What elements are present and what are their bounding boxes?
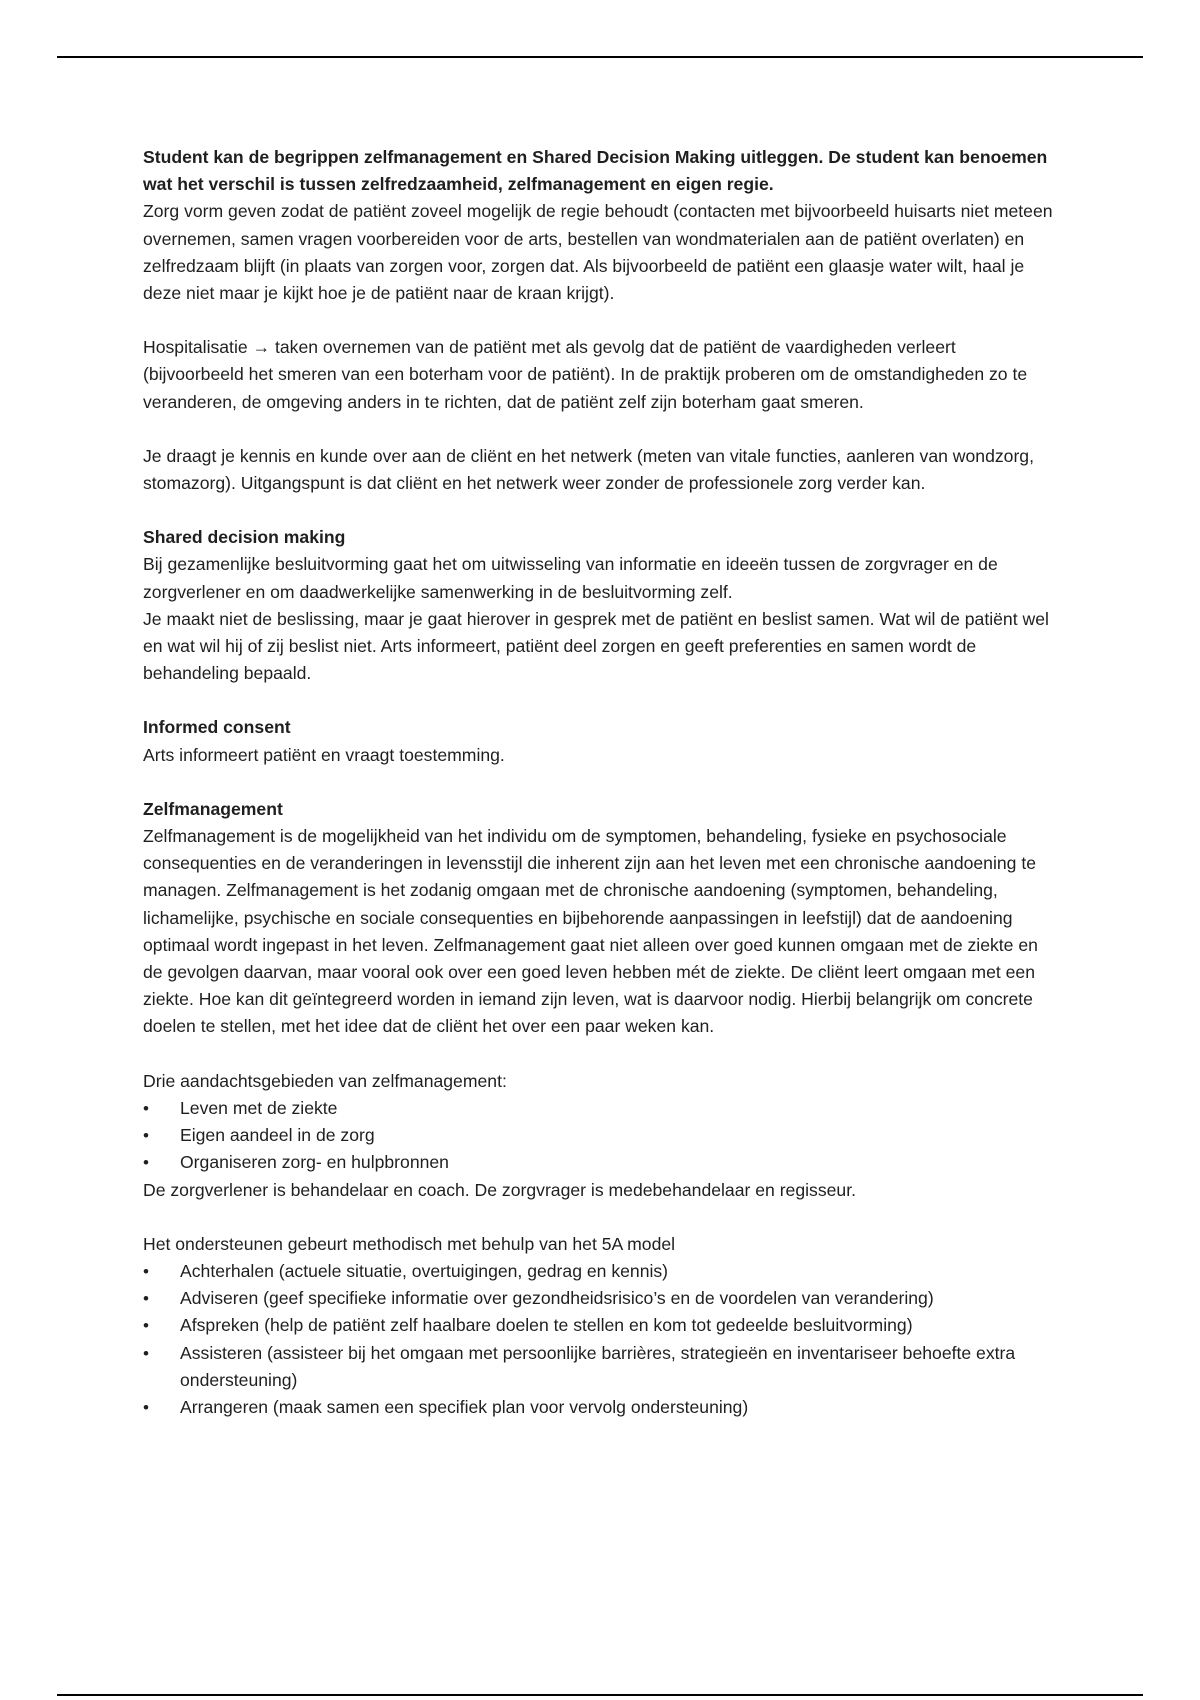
list-item: • Eigen aandeel in de zorg xyxy=(143,1122,1053,1149)
bullet-icon: • xyxy=(143,1153,149,1173)
sdm-paragraph-1: Bij gezamenlijke besluitvorming gaat het om uitwisseling van informatie en ideeën tussen de zorgvrager en de zorgverlener en om daadwerkelijke samenwerking in de besluitvorming zelf. xyxy=(143,554,998,602)
list-item: • Achterhalen (actuele situatie, overtuigingen, gedrag en kennis) xyxy=(143,1258,1053,1285)
bullet-icon: • xyxy=(143,1126,149,1146)
sdm-paragraph-2: Je maakt niet de beslissing, maar je gaat hierover in gesprek met de patiënt en beslist samen. Wat wil de patiënt wel en wat wil hij of zij beslist niet. Arts informeert, patiënt deel zorgen en geeft preferenties en samen wordt de behandeling bepaald. xyxy=(143,608,1049,684)
list-item: • Assisteren (assisteer bij het omgaan met persoonlijke barrières, strategieën en inventariseer behoefte extra ondersteuning) xyxy=(143,1340,1053,1394)
sdm-heading: Shared decision making xyxy=(143,527,346,548)
list-item: • Leven met de ziekte xyxy=(143,1095,1053,1122)
zelfmanagement-paragraph: Zelfmanagement is de mogelijkheid van het individu om de symptomen, behandeling, fysieke en psychosociale consequenties en de veranderingen in levensstijl die inherent zijn aan het leven met een chronische aandoening te managen. Zelfmanagement is het zodanig omgaan met de chronische aandoening (symptomen, behandeling, lichamelijke, psychische en sociale consequenties en bijbehorende aanpassingen in leefstijl) dat de aandoening optimaal wordt ingepast in het leven. Zelfmanagement gaat niet alleen over goed kunnen omgaan met de ziekte en de gevolgen daarvan, maar vooral ook over een goed leven hebben mét de ziekte. De cliënt leert omgaan met een ziekte. Hoe kan dit geïntegreerd worden in iemand zijn leven, wat is daarvoor nodig. Hierbij belangrijk om concrete doelen te stellen, met het idee dat de cliënt het over een paar weken kan. xyxy=(143,826,1038,1037)
bullet-icon: • xyxy=(143,1397,149,1417)
consent-heading: Informed consent xyxy=(143,717,291,738)
bullet-icon: • xyxy=(143,1343,149,1363)
bullet-icon: • xyxy=(143,1316,149,1336)
bullet-icon: • xyxy=(143,1289,149,1309)
model-list xyxy=(143,1258,1053,1421)
bullet-icon: • xyxy=(143,1261,149,1281)
hospitalisatie-paragraph: Hospitalisatie → taken overnemen van de patiënt met als gevolg dat de patiënt de vaardigheden verleert (bijvoorbeeld het smeren van een boterham voor de patiënt). In de praktijk proberen om de omstandigheden zo te veranderen, de omgeving anders in te richten, dat de patiënt zelf zijn boterham gaat smeren. xyxy=(143,337,1028,412)
document-body xyxy=(143,144,1053,1421)
intro-heading: Student kan de begrippen zelfmanagement en Shared Decision Making uitleggen. De student kan benoemen wat het verschil is tussen zelfredzaamheid, zelfmanagement en eigen regie. xyxy=(143,147,1048,195)
top-rule xyxy=(57,56,1143,58)
aandacht-outro: De zorgverlener is behandelaar en coach. De zorgvrager is medebehandelaar en regisseur. xyxy=(143,1179,856,1200)
list-item: • Arrangeren (maak samen een specifiek plan voor vervolg ondersteuning) xyxy=(143,1394,1053,1421)
kennis-paragraph: Je draagt je kennis en kunde over aan de cliënt en het netwerk (meten van vitale functies, aanleren van wondzorg, stomazorg). Uitgangspunt is dat cliënt en het netwerk weer zonder de professionele zorg verder kan. xyxy=(143,445,1034,494)
aandacht-intro: Drie aandachtsgebieden van zelfmanagement: xyxy=(143,1070,507,1091)
list-item: • Adviseren (geef specifieke informatie over gezondheidsrisico’s en de voordelen van verandering) xyxy=(143,1285,1053,1312)
intro-paragraph: Zorg vorm geven zodat de patiënt zoveel mogelijk de regie behoudt (contacten met bijvoorbeeld huisarts niet meteen overnemen, samen vragen voorbereiden voor de arts, bestellen van wondmaterialen aan de patiënt overlaten) en zelfredzaam blijft (in plaats van zorgen voor, zorgen dat. Als bijvoorbeeld de patiënt een glaasje water wilt, haal je deze niet maar je kijkt hoe je de patiënt naar de kraan krijgt). xyxy=(143,201,1053,304)
list-item: • Afspreken (help de patiënt zelf haalbare doelen te stellen en kom tot gedeelde besluitvorming) xyxy=(143,1312,1053,1339)
consent-paragraph: Arts informeert patiënt en vraagt toestemming. xyxy=(143,744,505,765)
zelfmanagement-heading: Zelfmanagement xyxy=(143,798,283,819)
model-intro: Het ondersteunen gebeurt methodisch met behulp van het 5A model xyxy=(143,1233,676,1254)
aandacht-list xyxy=(143,1095,1053,1177)
list-item: • Organiseren zorg- en hulpbronnen xyxy=(143,1149,1053,1176)
bottom-rule xyxy=(57,1694,1143,1696)
bullet-icon: • xyxy=(143,1098,149,1118)
